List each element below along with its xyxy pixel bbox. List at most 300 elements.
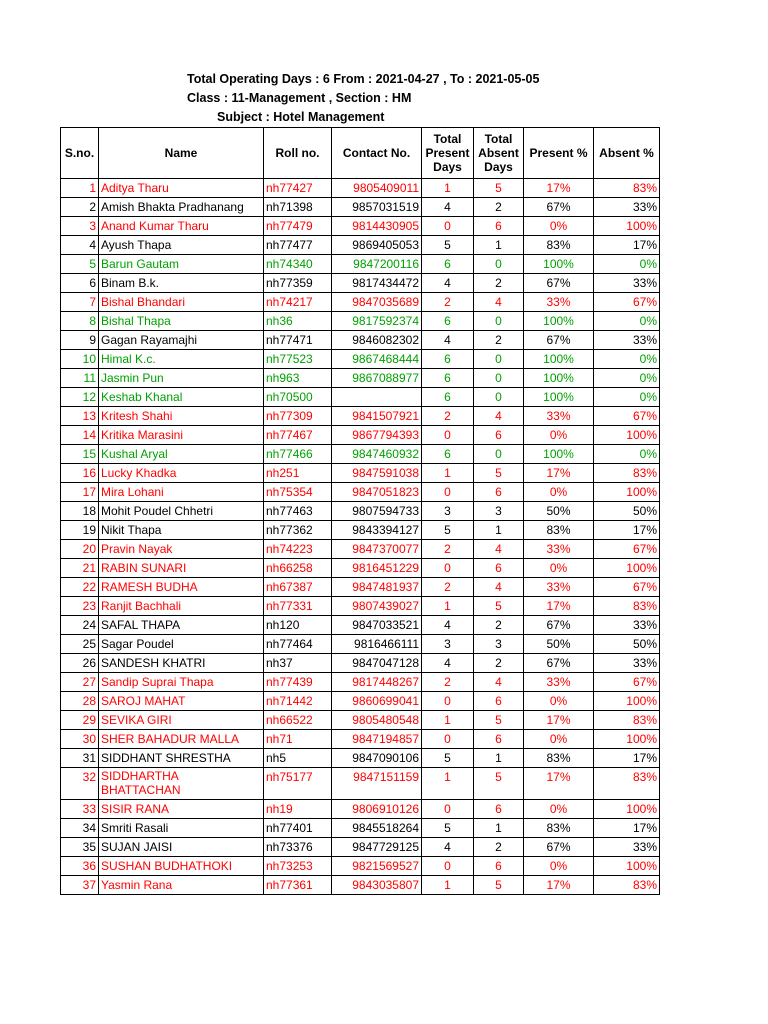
cell-absent-days: 5 <box>474 179 524 198</box>
cell-absent-days: 2 <box>474 198 524 217</box>
cell-contact: 9805409011 <box>332 179 422 198</box>
column-header-contact: Contact No. <box>332 128 422 179</box>
cell-present-days: 1 <box>422 179 474 198</box>
table-row <box>61 217 660 236</box>
cell-roll: nh75354 <box>264 483 332 502</box>
cell-roll: nh77477 <box>264 236 332 255</box>
cell-present-pct: 0% <box>524 857 594 876</box>
cell-present-days: 2 <box>422 578 474 597</box>
cell-absent-pct: 33% <box>594 654 660 673</box>
cell-name: Bishal Thapa <box>99 312 264 331</box>
cell-present-pct: 33% <box>524 578 594 597</box>
cell-present-days: 2 <box>422 407 474 426</box>
table-row <box>61 597 660 616</box>
cell-name: Sagar Poudel <box>99 635 264 654</box>
cell-name: Sandip Suprai Thapa <box>99 673 264 692</box>
cell-absent-pct: 17% <box>594 819 660 838</box>
cell-name: SAROJ MAHAT <box>99 692 264 711</box>
cell-absent-pct: 33% <box>594 838 660 857</box>
cell-present-days: 3 <box>422 502 474 521</box>
cell-present-pct: 33% <box>524 293 594 312</box>
cell-present-pct: 0% <box>524 800 594 819</box>
cell-present-pct: 17% <box>524 711 594 730</box>
cell-present-pct: 0% <box>524 426 594 445</box>
cell-present-pct: 100% <box>524 445 594 464</box>
cell-name: SUJAN JAISI <box>99 838 264 857</box>
cell-name: RAMESH BUDHA <box>99 578 264 597</box>
cell-name: Mira Lohani <box>99 483 264 502</box>
cell-absent-days: 2 <box>474 616 524 635</box>
cell-contact: 9847151159 <box>332 768 422 800</box>
cell-name: Ranjit Bachhali <box>99 597 264 616</box>
cell-contact: 9845518264 <box>332 819 422 838</box>
cell-absent-pct: 67% <box>594 540 660 559</box>
cell-present-pct: 33% <box>524 540 594 559</box>
cell-present-pct: 0% <box>524 217 594 236</box>
cell-present-days: 4 <box>422 838 474 857</box>
cell-absent-days: 3 <box>474 502 524 521</box>
cell-contact: 9843394127 <box>332 521 422 540</box>
cell-present-days: 2 <box>422 293 474 312</box>
cell-present-pct: 100% <box>524 255 594 274</box>
cell-name: Amish Bhakta Pradhanang <box>99 198 264 217</box>
cell-name: SUSHAN BUDHATHOKI <box>99 857 264 876</box>
table-row <box>61 350 660 369</box>
cell-roll: nh77427 <box>264 179 332 198</box>
table-row <box>61 749 660 768</box>
cell-absent-pct: 100% <box>594 483 660 502</box>
table-row <box>61 198 660 217</box>
cell-present-days: 0 <box>422 483 474 502</box>
cell-contact: 9847194857 <box>332 730 422 749</box>
cell-sno: 36 <box>61 857 99 876</box>
cell-name: SISIR RANA <box>99 800 264 819</box>
cell-absent-days: 6 <box>474 730 524 749</box>
operating-days-header: Total Operating Days : 6 From : 2021-04-27 , To : 2021-05-05 <box>187 72 540 86</box>
cell-contact: 9847035689 <box>332 293 422 312</box>
cell-sno: 29 <box>61 711 99 730</box>
cell-absent-pct: 50% <box>594 502 660 521</box>
cell-present-pct: 83% <box>524 749 594 768</box>
cell-absent-pct: 67% <box>594 673 660 692</box>
cell-contact: 9806910126 <box>332 800 422 819</box>
cell-sno: 24 <box>61 616 99 635</box>
cell-present-pct: 17% <box>524 179 594 198</box>
cell-name: Bishal Bhandari <box>99 293 264 312</box>
table-row <box>61 179 660 198</box>
cell-absent-days: 5 <box>474 464 524 483</box>
cell-name: Gagan Rayamajhi <box>99 331 264 350</box>
cell-absent-days: 0 <box>474 369 524 388</box>
cell-contact: 9847729125 <box>332 838 422 857</box>
cell-present-days: 6 <box>422 255 474 274</box>
cell-sno: 1 <box>61 179 99 198</box>
table-row <box>61 819 660 838</box>
cell-sno: 21 <box>61 559 99 578</box>
cell-absent-pct: 83% <box>594 876 660 895</box>
table-row <box>61 521 660 540</box>
cell-contact: 9814430905 <box>332 217 422 236</box>
cell-name: Keshab Khanal <box>99 388 264 407</box>
cell-sno: 17 <box>61 483 99 502</box>
cell-present-days: 3 <box>422 635 474 654</box>
cell-sno: 18 <box>61 502 99 521</box>
cell-present-days: 4 <box>422 331 474 350</box>
cell-absent-pct: 50% <box>594 635 660 654</box>
cell-absent-days: 1 <box>474 236 524 255</box>
cell-absent-pct: 83% <box>594 768 660 800</box>
cell-contact: 9857031519 <box>332 198 422 217</box>
cell-contact: 9847051823 <box>332 483 422 502</box>
cell-present-days: 6 <box>422 388 474 407</box>
cell-present-pct: 100% <box>524 388 594 407</box>
table-row <box>61 838 660 857</box>
cell-present-days: 0 <box>422 426 474 445</box>
table-row <box>61 274 660 293</box>
cell-absent-days: 0 <box>474 388 524 407</box>
cell-present-pct: 67% <box>524 198 594 217</box>
cell-sno: 20 <box>61 540 99 559</box>
cell-roll: nh77401 <box>264 819 332 838</box>
cell-roll: nh77361 <box>264 876 332 895</box>
cell-contact: 9867794393 <box>332 426 422 445</box>
cell-sno: 30 <box>61 730 99 749</box>
cell-absent-pct: 67% <box>594 407 660 426</box>
table-row <box>61 236 660 255</box>
cell-name: Binam B.k. <box>99 274 264 293</box>
cell-roll: nh73253 <box>264 857 332 876</box>
cell-contact: 9869405053 <box>332 236 422 255</box>
cell-contact: 9843035807 <box>332 876 422 895</box>
cell-present-pct: 17% <box>524 768 594 800</box>
cell-sno: 5 <box>61 255 99 274</box>
cell-absent-days: 6 <box>474 692 524 711</box>
table-row <box>61 426 660 445</box>
cell-absent-days: 6 <box>474 857 524 876</box>
cell-roll: nh36 <box>264 312 332 331</box>
cell-roll: nh77439 <box>264 673 332 692</box>
cell-contact: 9817434472 <box>332 274 422 293</box>
cell-contact: 9816451229 <box>332 559 422 578</box>
cell-present-pct: 50% <box>524 502 594 521</box>
cell-roll: nh77463 <box>264 502 332 521</box>
cell-sno: 37 <box>61 876 99 895</box>
cell-contact: 9847200116 <box>332 255 422 274</box>
cell-present-pct: 83% <box>524 521 594 540</box>
cell-present-pct: 67% <box>524 331 594 350</box>
table-row <box>61 502 660 521</box>
column-header-name: Name <box>99 128 264 179</box>
cell-name: Jasmin Pun <box>99 369 264 388</box>
table-row <box>61 692 660 711</box>
column-header-roll: Roll no. <box>264 128 332 179</box>
cell-contact: 9805480548 <box>332 711 422 730</box>
cell-roll: nh70500 <box>264 388 332 407</box>
cell-present-days: 0 <box>422 730 474 749</box>
cell-name: Pravin Nayak <box>99 540 264 559</box>
column-header-present-pct: Present % <box>524 128 594 179</box>
cell-roll: nh73376 <box>264 838 332 857</box>
cell-contact: 9821569527 <box>332 857 422 876</box>
cell-name: RABIN SUNARI <box>99 559 264 578</box>
cell-name: Kushal Aryal <box>99 445 264 464</box>
cell-roll: nh19 <box>264 800 332 819</box>
cell-absent-days: 0 <box>474 445 524 464</box>
cell-absent-days: 2 <box>474 331 524 350</box>
cell-absent-days: 2 <box>474 838 524 857</box>
cell-absent-days: 3 <box>474 635 524 654</box>
cell-present-days: 5 <box>422 236 474 255</box>
cell-absent-pct: 0% <box>594 369 660 388</box>
cell-sno: 4 <box>61 236 99 255</box>
cell-present-pct: 83% <box>524 819 594 838</box>
cell-absent-pct: 100% <box>594 559 660 578</box>
cell-absent-pct: 100% <box>594 857 660 876</box>
table-row <box>61 445 660 464</box>
cell-absent-pct: 33% <box>594 331 660 350</box>
cell-present-pct: 33% <box>524 673 594 692</box>
cell-absent-pct: 0% <box>594 255 660 274</box>
table-row <box>61 293 660 312</box>
cell-absent-pct: 0% <box>594 388 660 407</box>
column-header-sno: S.no. <box>61 128 99 179</box>
table-header-row <box>61 128 660 179</box>
cell-absent-days: 6 <box>474 559 524 578</box>
cell-present-days: 2 <box>422 540 474 559</box>
cell-contact: 9841507921 <box>332 407 422 426</box>
cell-roll: nh71442 <box>264 692 332 711</box>
cell-roll: nh71398 <box>264 198 332 217</box>
cell-absent-days: 0 <box>474 350 524 369</box>
cell-sno: 26 <box>61 654 99 673</box>
cell-sno: 16 <box>61 464 99 483</box>
cell-absent-pct: 17% <box>594 236 660 255</box>
table-row <box>61 800 660 819</box>
cell-present-pct: 67% <box>524 838 594 857</box>
cell-roll: nh5 <box>264 749 332 768</box>
cell-sno: 13 <box>61 407 99 426</box>
cell-absent-days: 5 <box>474 876 524 895</box>
cell-absent-pct: 17% <box>594 521 660 540</box>
cell-contact: 9847591038 <box>332 464 422 483</box>
cell-absent-pct: 100% <box>594 217 660 236</box>
cell-name: Mohit Poudel Chhetri <box>99 502 264 521</box>
cell-absent-days: 5 <box>474 711 524 730</box>
cell-roll: nh77362 <box>264 521 332 540</box>
cell-present-pct: 100% <box>524 312 594 331</box>
cell-contact: 9847460932 <box>332 445 422 464</box>
cell-present-days: 0 <box>422 692 474 711</box>
table-row <box>61 388 660 407</box>
cell-present-days: 6 <box>422 312 474 331</box>
cell-sno: 12 <box>61 388 99 407</box>
table-row <box>61 559 660 578</box>
cell-roll: nh77464 <box>264 635 332 654</box>
cell-present-pct: 67% <box>524 274 594 293</box>
cell-present-pct: 17% <box>524 876 594 895</box>
cell-sno: 7 <box>61 293 99 312</box>
cell-present-days: 0 <box>422 217 474 236</box>
cell-name: Kritika Marasini <box>99 426 264 445</box>
cell-name: SAFAL THAPA <box>99 616 264 635</box>
cell-name: Ayush Thapa <box>99 236 264 255</box>
cell-present-days: 5 <box>422 819 474 838</box>
cell-contact: 9847047128 <box>332 654 422 673</box>
cell-sno: 34 <box>61 819 99 838</box>
cell-name: Lucky Khadka <box>99 464 264 483</box>
cell-name: Smriti Rasali <box>99 819 264 838</box>
cell-roll: nh77523 <box>264 350 332 369</box>
cell-roll: nh77331 <box>264 597 332 616</box>
cell-roll: nh37 <box>264 654 332 673</box>
table-row <box>61 369 660 388</box>
cell-sno: 28 <box>61 692 99 711</box>
cell-present-days: 4 <box>422 274 474 293</box>
cell-absent-pct: 100% <box>594 426 660 445</box>
table-row <box>61 312 660 331</box>
cell-absent-pct: 33% <box>594 274 660 293</box>
class-section-header: Class : 11-Management , Section : HM <box>187 91 412 105</box>
cell-name: Barun Gautam <box>99 255 264 274</box>
cell-present-pct: 33% <box>524 407 594 426</box>
cell-roll: nh74217 <box>264 293 332 312</box>
cell-roll: nh120 <box>264 616 332 635</box>
cell-present-days: 2 <box>422 673 474 692</box>
cell-roll: nh77471 <box>264 331 332 350</box>
cell-present-days: 4 <box>422 654 474 673</box>
cell-present-days: 0 <box>422 800 474 819</box>
cell-absent-days: 0 <box>474 312 524 331</box>
cell-absent-days: 2 <box>474 654 524 673</box>
cell-sno: 11 <box>61 369 99 388</box>
cell-sno: 22 <box>61 578 99 597</box>
cell-present-days: 5 <box>422 521 474 540</box>
cell-absent-pct: 0% <box>594 445 660 464</box>
table-row <box>61 255 660 274</box>
cell-roll: nh67387 <box>264 578 332 597</box>
cell-contact <box>332 388 422 407</box>
cell-sno: 25 <box>61 635 99 654</box>
cell-roll: nh75177 <box>264 768 332 800</box>
cell-present-pct: 0% <box>524 692 594 711</box>
cell-present-days: 5 <box>422 749 474 768</box>
table-row <box>61 464 660 483</box>
cell-present-pct: 67% <box>524 616 594 635</box>
cell-contact: 9817448267 <box>332 673 422 692</box>
cell-present-days: 4 <box>422 616 474 635</box>
cell-contact: 9816466111 <box>332 635 422 654</box>
cell-sno: 3 <box>61 217 99 236</box>
cell-roll: nh963 <box>264 369 332 388</box>
cell-contact: 9867468444 <box>332 350 422 369</box>
cell-name: Yasmin Rana <box>99 876 264 895</box>
table-row <box>61 654 660 673</box>
column-header-absent-pct: Absent % <box>594 128 660 179</box>
cell-absent-pct: 100% <box>594 692 660 711</box>
cell-contact: 9847370077 <box>332 540 422 559</box>
column-header-present-days: Total Present Days <box>422 128 474 179</box>
cell-absent-days: 5 <box>474 768 524 800</box>
cell-absent-pct: 17% <box>594 749 660 768</box>
cell-roll: nh77466 <box>264 445 332 464</box>
table-row <box>61 635 660 654</box>
cell-absent-pct: 33% <box>594 198 660 217</box>
cell-contact: 9807594733 <box>332 502 422 521</box>
table-row <box>61 407 660 426</box>
cell-roll: nh74223 <box>264 540 332 559</box>
cell-roll: nh77359 <box>264 274 332 293</box>
cell-present-days: 6 <box>422 445 474 464</box>
cell-roll: nh77309 <box>264 407 332 426</box>
cell-present-pct: 100% <box>524 369 594 388</box>
table-row <box>61 711 660 730</box>
cell-absent-days: 1 <box>474 819 524 838</box>
attendance-table <box>60 127 660 895</box>
cell-absent-days: 4 <box>474 293 524 312</box>
table-row <box>61 540 660 559</box>
table-row <box>61 857 660 876</box>
cell-sno: 32 <box>61 768 99 800</box>
cell-sno: 2 <box>61 198 99 217</box>
cell-absent-pct: 33% <box>594 616 660 635</box>
cell-sno: 31 <box>61 749 99 768</box>
cell-absent-pct: 0% <box>594 312 660 331</box>
cell-present-days: 1 <box>422 876 474 895</box>
cell-sno: 8 <box>61 312 99 331</box>
cell-present-pct: 67% <box>524 654 594 673</box>
cell-roll: nh77467 <box>264 426 332 445</box>
cell-roll: nh77479 <box>264 217 332 236</box>
cell-absent-days: 4 <box>474 540 524 559</box>
table-body <box>61 179 660 895</box>
cell-absent-days: 5 <box>474 597 524 616</box>
cell-present-pct: 83% <box>524 236 594 255</box>
cell-sno: 6 <box>61 274 99 293</box>
table-row <box>61 768 660 800</box>
table-row <box>61 673 660 692</box>
cell-contact: 9807439027 <box>332 597 422 616</box>
cell-absent-days: 6 <box>474 217 524 236</box>
cell-absent-pct: 83% <box>594 711 660 730</box>
cell-name: Aditya Tharu <box>99 179 264 198</box>
table-row <box>61 730 660 749</box>
cell-present-days: 1 <box>422 597 474 616</box>
cell-absent-pct: 100% <box>594 800 660 819</box>
cell-absent-pct: 83% <box>594 464 660 483</box>
cell-present-pct: 0% <box>524 730 594 749</box>
cell-absent-days: 2 <box>474 274 524 293</box>
cell-absent-pct: 0% <box>594 350 660 369</box>
cell-contact: 9847481937 <box>332 578 422 597</box>
subject-header: Subject : Hotel Management <box>217 110 385 124</box>
cell-sno: 10 <box>61 350 99 369</box>
table-row <box>61 483 660 502</box>
cell-sno: 35 <box>61 838 99 857</box>
cell-roll: nh71 <box>264 730 332 749</box>
cell-absent-days: 4 <box>474 673 524 692</box>
column-header-absent-days: Total Absent Days <box>474 128 524 179</box>
table-row <box>61 616 660 635</box>
cell-absent-pct: 100% <box>594 730 660 749</box>
table-row <box>61 331 660 350</box>
cell-name: SANDESH KHATRI <box>99 654 264 673</box>
cell-contact: 9847090106 <box>332 749 422 768</box>
cell-name: Himal K.c. <box>99 350 264 369</box>
cell-name: Kritesh Shahi <box>99 407 264 426</box>
cell-sno: 27 <box>61 673 99 692</box>
cell-contact: 9860699041 <box>332 692 422 711</box>
cell-name: Nikit Thapa <box>99 521 264 540</box>
